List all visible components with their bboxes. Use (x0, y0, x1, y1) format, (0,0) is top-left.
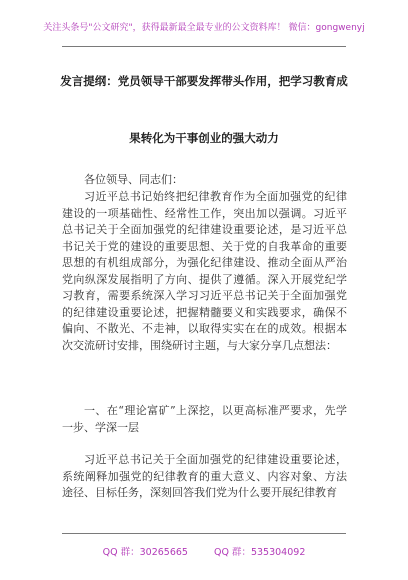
document-title-line-1: 发言提纲：党员领导干部要发挥带头作用，把学习教育成 (60, 74, 348, 88)
greeting: 各位领导、同志们： (84, 173, 183, 186)
footer-qq-group-2: QQ 群：535304092 (213, 547, 306, 558)
footer-qq-group-1: QQ 群：30265665 (102, 547, 188, 558)
header-banner: 关注头条号"公文研究"，获得最新最全最专业的公文资料库！ 微信：gongwenyj (43, 23, 365, 33)
document-title-line-2: 果转化为干事创业的强大动力 (129, 131, 279, 145)
section-heading-1: 一、在“理论富矿”上深挖，以更高标准严要求，先学一步、学深一层 (62, 404, 347, 434)
footer-contact (0, 544, 408, 558)
paragraph-intro: 习近平总书记始终把纪律教育作为全面加强党的纪律建设的一项基础性、经常性工作，突出加以强调。习近平总书记关于全面加强党的纪律建设重要论述，是习近平总书记关于党的建设的重要思想、关于党的自我革命的重要思想的有机组成部分，为强化纪律建设、推动全面从严治党向纵深发展指明了方向、提供了遵循。深入开展党纪学习教育，需要系统深入学习习近平总书记关于全面加强党的纪律建设重要论述，把握精髓要义和实践要求，确保不偏向、不散光、不走神，以取得实实在在的成效。根据本次交流研讨安排，围绕研讨主题，与大家分享几点想法： (62, 190, 347, 352)
header-divider (62, 46, 346, 47)
paragraph-section-1: 习近平总书记关于全面加强党的纪律建设重要论述，系统阐释加强党的纪律教育的重大意义、内容对象、方法途径、目标任务，深刻回答我们党为什么要开展纪律教育 (62, 453, 347, 499)
footer-divider (62, 533, 346, 534)
